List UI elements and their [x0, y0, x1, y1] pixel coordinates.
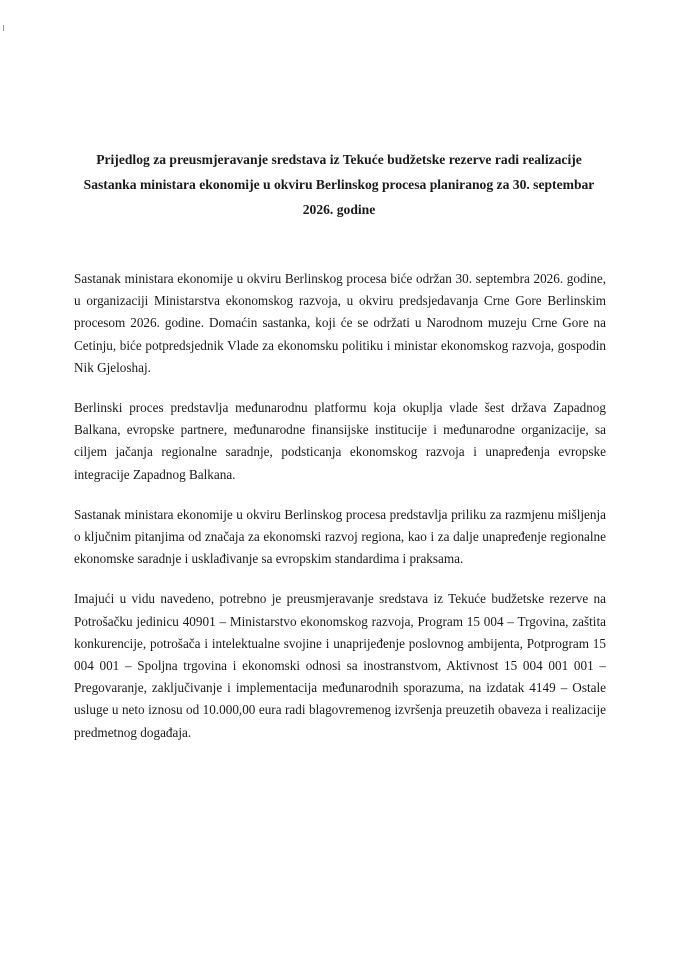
paragraph-budget-request: Imajući u vidu navedeno, potrebno je preusmjeravanje sredstava iz Tekuće budžetske rezerve na Potrošačku jedinicu 40901 – Ministarstvo ekonomskog razvoja, Program 15 004 – Trgovina, zaštita konkurencije, potrošača i intelektualne svojine i unaprijeđenje poslovnog ambijenta, Potprogram 15 004 001 – Spoljna trgovina i ekonomski odnosi sa inostranstvom, Aktivnost 15 004 001 001 – Pregovaranje, zaključivanje i implementacija međunarodnih sporazuma, na izdatak 4149 – Ostale usluge u neto iznosu od 10.000,00 eura radi blagovremenog izvršenja preuzetih obaveza i realizacije predmetnog događaja.	[74, 591, 606, 740]
document-body	[74, 268, 606, 762]
scan-artifact	[3, 25, 7, 31]
paragraph-meeting-announcement: Sastanak ministara ekonomije u okviru Berlinskog procesa biće održan 30. septembra 2026. godine, u organizaciji Ministarstva ekonomskog razvoja, u okviru predsjedavanja Crne Gore Berlinskim procesom 2026. godine. Domaćin sastanka, koji će se održati u Narodnom muzeju Crne Gore na Cetinju, biće potpredsjednik Vlade za ekonomsku politiku i ministar ekonomskog razvoja, gospodin Nik Gjeloshaj.	[74, 271, 606, 375]
paragraph-meeting-purpose: Sastanak ministara ekonomije u okviru Berlinskog procesa predstavlja priliku za razmjenu mišljenja o ključnim pitanjima od značaja za ekonomski razvoj regiona, kao i za dalje unapređenje regionalne ekonomske saradnje i usklađivanje sa evropskim standardima i praksama.	[74, 506, 606, 567]
paragraph-berlin-process: Berlinski proces predstavlja međunarodnu platformu koja okuplja vlade šest država Zapadnog Balkana, evropske partnere, međunarodne finansijske institucije i međunarodne organizacije, sa ciljem jačanja regionalne saradnje, podsticanja ekonomskog razvoja i unapređenja evropske integracije Zapadnog Balkana.	[74, 400, 606, 482]
document-title: Prijedlog za preusmjeravanje sredstava iz Tekuće budžetske rezerve radi realizacije Sastanka ministara ekonomije u okviru Berlinskog procesa planiranog za 30. septembar 2026. godine	[83, 152, 595, 217]
